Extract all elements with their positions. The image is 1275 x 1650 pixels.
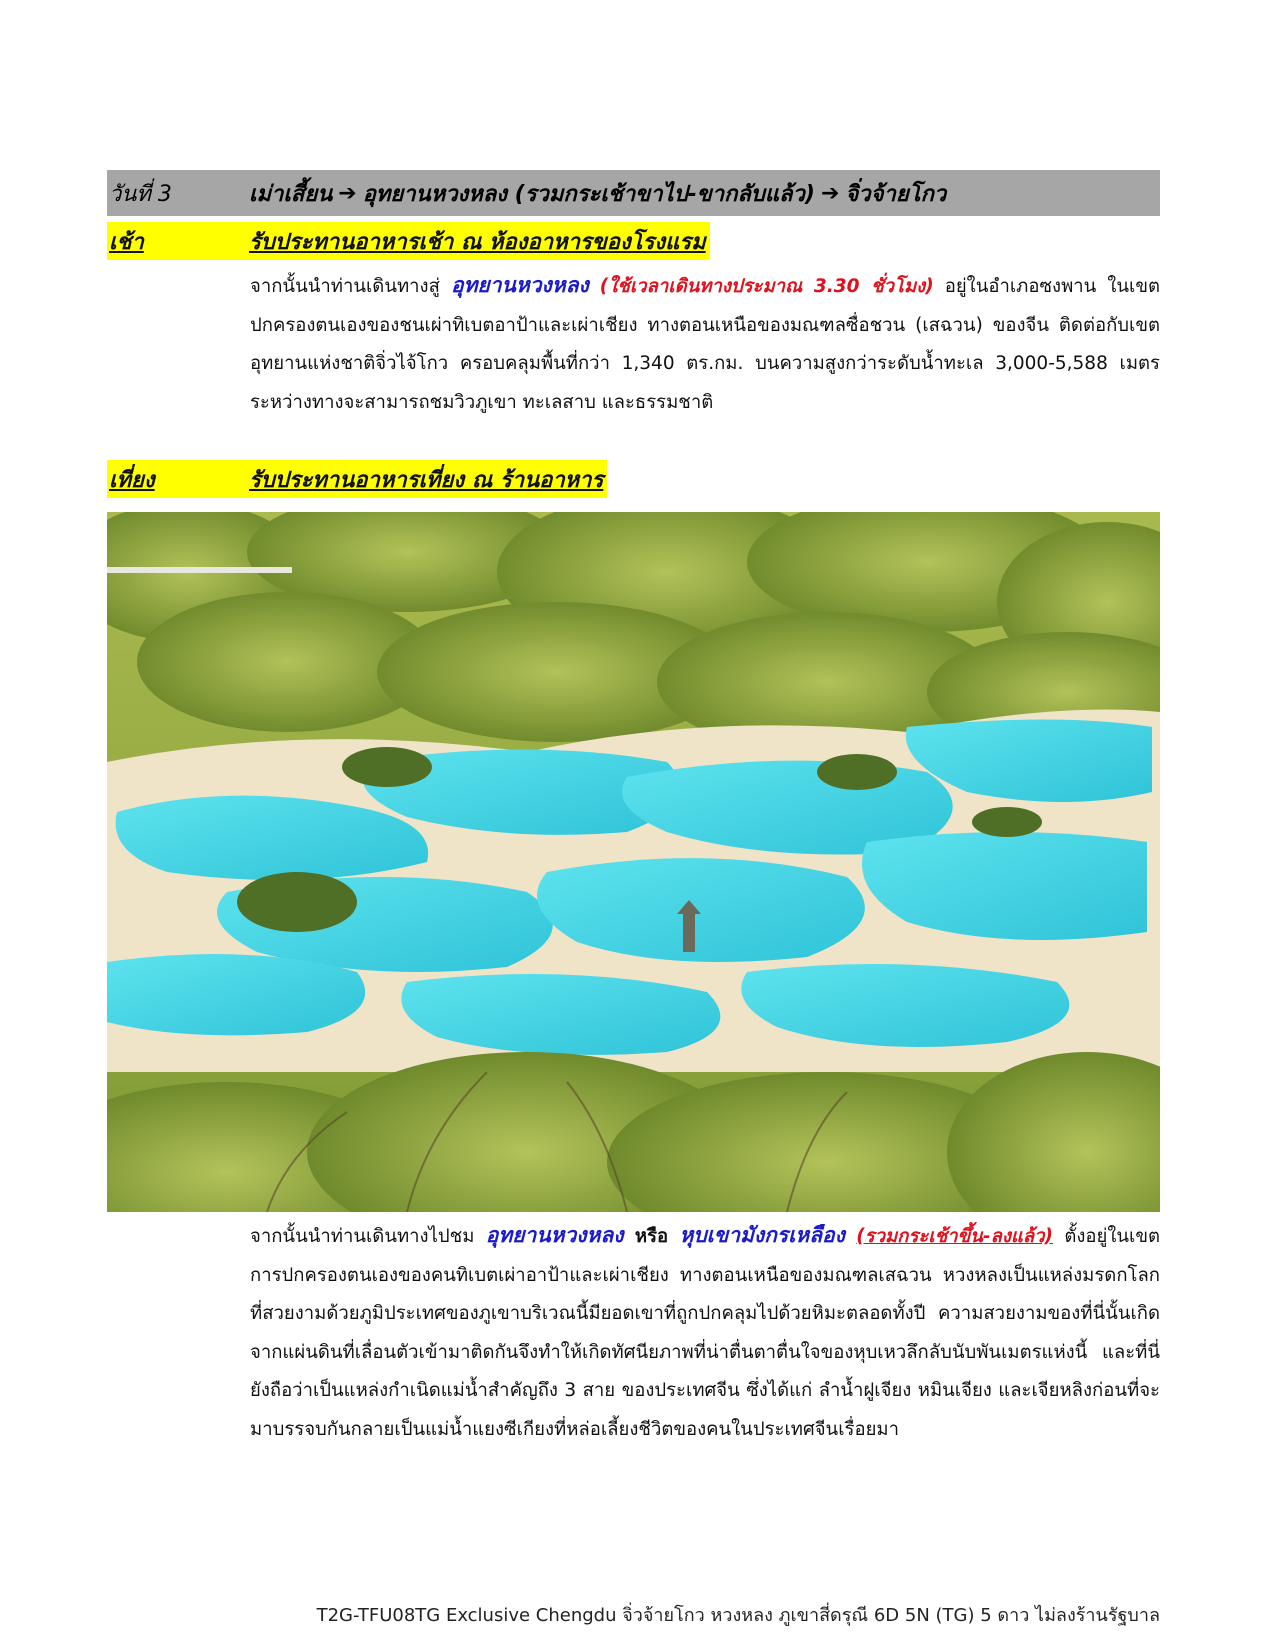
breakfast-row	[107, 222, 710, 260]
route-stop-2: อุทยานหวงหลง (รวมกระเช้าขาไป-ขากลับแล้ว)	[362, 181, 815, 207]
huanglong-terraces-photo	[107, 512, 1160, 1212]
terraced-pools-illustration	[107, 512, 1160, 1212]
day-header	[107, 170, 1160, 216]
route-stop-3: จิ่วจ้ายโกว	[845, 181, 947, 207]
arrow-right-icon: ➔	[338, 180, 357, 206]
para2-body: ตั้งอยู่ในเขตการปกครองตนเองของคนทิเบตเผ่าอาป้าและเผ่าเชียง ทางตอนเหนือของมณฑลเสฉวน หวงหลงเป็นแหล่งมรดกโลกที่สวยงามด้วยภูมิประเทศของภูเขาบริเวณนี้มียอดเขาที่ถูกปกคลุมไปด้วยหิมะตลอดทั้งปี ความสวยงามของที่นี่นั้นเกิดจากแผ่นดินที่เลื่อนตัวเข้ามาติดกันจึงทำให้เกิดทัศนียภาพที่น่าตื่นตาตื่นใจของหุบเหวลึกลับนับพันเมตรแห่งนี้ และที่นี่ยังถือว่าเป็นแหล่งกำเนิดแม่น้ำสำคัญถึง 3 สาย ของประเทศจีน ซึ่งได้แก่ ลำน้ำฝูเจียง หมินเจียง และเจียหลิงก่อนที่จะมาบรรจบกันกลายเป็นแม่น้ำแยงซีเกียงที่หล่อเลี้ยงชีวิตของคนในประเทศจีนเรื่อยมา	[250, 1226, 1160, 1440]
route-stop-1: เม่าเสี้ยน	[249, 181, 333, 207]
day-route	[249, 176, 946, 211]
para1-body: อยู่ในอำเภอซงพาน ในเขตปกครองตนเองของชนเผ่าทิเบตอาป้าและเผ่าเชียง ทางตอนเหนือของมณฑลซื่อชวน (เสฉวน) ของจีน ติดต่อกับเขตอุทยานแห่งชาติจิ่วไจ้โกว ครอบคลุมพื้นที่กว่า 1,340 ตร.กม. บนความสูงกว่าระดับน้ำทะเล 3,000-5,588 เมตร ระหว่างทางจะสามารถชมวิวภูเขา ทะเลสาบ และธรรมชาติ	[250, 276, 1161, 413]
day-number: วันที่ 3	[109, 181, 172, 207]
breakfast-label: เช้า	[107, 222, 249, 260]
para1-lead: จากนั้นนำท่านเดินทางสู่	[250, 276, 440, 297]
page-footer: T2G-TFU08TG Exclusive Chengdu จิ่วจ้ายโกว หวงหลง ภูเขาสี่ดรุณี 6D 5N (TG) 5 ดาว ไม่ลงร้านรัฐบาล	[316, 1605, 1160, 1626]
para2-or: หรือ	[634, 1226, 669, 1247]
breakfast-desc: รับประทานอาหารเช้า ณ ห้องอาหารของโรงแรม	[249, 222, 710, 260]
para2-place1: อุทยานหวงหลง	[485, 1223, 624, 1247]
para2-lead: จากนั้นนำท่านเดินทางไปชม	[250, 1226, 475, 1247]
intro-paragraph	[250, 266, 1160, 422]
para2-place2: หุบเขามังกรเหลือง	[679, 1223, 845, 1247]
lunch-label: เที่ยง	[107, 460, 249, 498]
arrow-right-icon: ➔	[820, 180, 840, 206]
para2-cable: (รวมกระเช้าขึ้น-ลงแล้ว)	[856, 1226, 1053, 1247]
para1-place: อุทยานหวงหลง	[450, 273, 589, 297]
huanglong-paragraph	[250, 1216, 1160, 1450]
lunch-desc: รับประทานอาหารเที่ยง ณ ร้านอาหาร	[249, 460, 607, 498]
lunch-row	[107, 460, 607, 498]
para1-duration: (ใช้เวลาเดินทางประมาณ 3.30 ชั่วโมง)	[599, 276, 934, 297]
